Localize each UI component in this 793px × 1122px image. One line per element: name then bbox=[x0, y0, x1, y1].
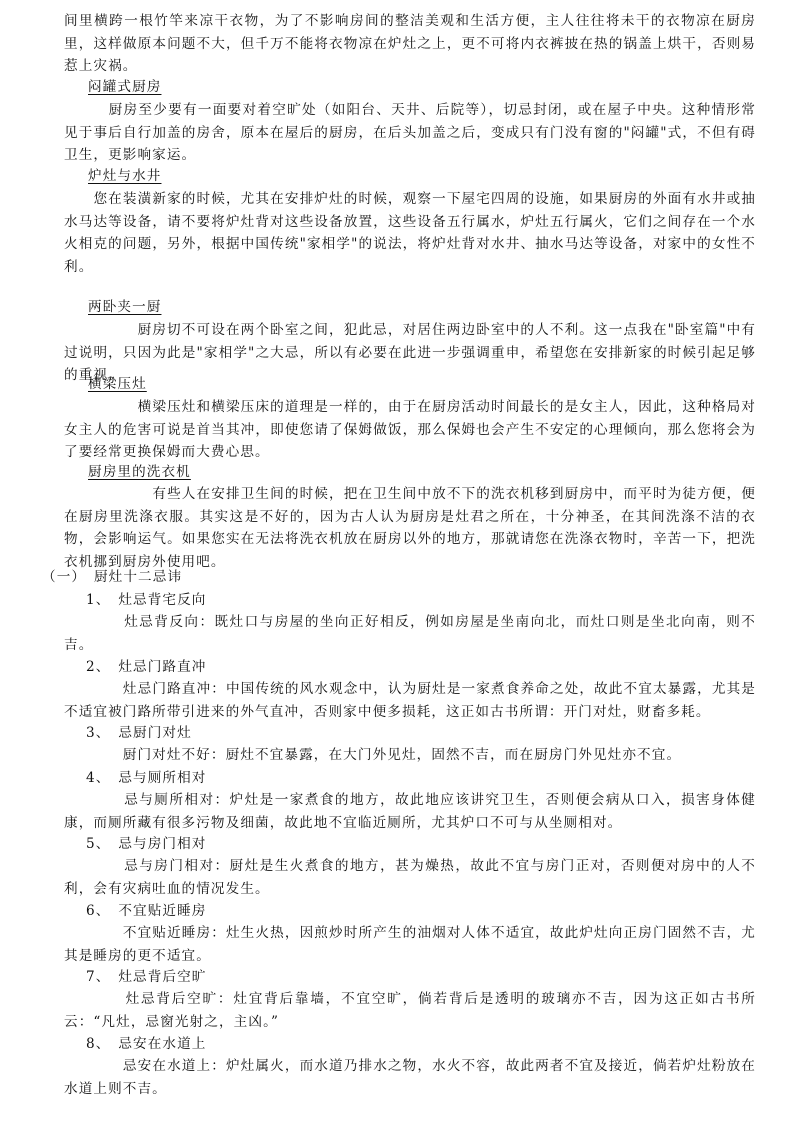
taboo-4-body: 忌与厕所相对：炉灶是一家煮食的地方，故此地应该讲究卫生，否则便会病从口入，损害身体健康，而厕所藏有很多污物及细菌，故此地不宜临近厕所，尤其炉口不可与从坐厕相对。 bbox=[64, 792, 756, 831]
taboo-8-title: 8、 忌安在水道上 bbox=[86, 1036, 207, 1052]
taboo-5-title: 5、 忌与房门相对 bbox=[86, 836, 207, 852]
taboo-6-title: 6、 不宜贴近睡房 bbox=[86, 903, 207, 919]
paragraph-beam-over-stove: 横梁压灶和横梁压床的道理是一样的，由于在厨房活动时间最长的是女主人，因此，这种格局对女主人的危害可说是首当其冲，即使您请了保姆做饭，那么保姆也会产生不安定的心理倾向，那么您将会为了要经常更换保姆而大费心思。 bbox=[64, 399, 756, 460]
section-heading-twelve-taboos: （一） 厨灶十二忌讳 bbox=[42, 569, 183, 585]
taboo-7-body: 灶忌背后空旷：灶宜背后靠墙，不宜空旷，倘若背后是透明的玻璃亦不吉，因为这正如古书所云：“凡灶，忌窗光射之，主凶。” bbox=[64, 991, 756, 1030]
paragraph-intro: 间里横跨一根竹竿来凉干衣物，为了不影响房间的整洁美观和生活方便，主人往往将未干的衣物凉在厨房里，这样做原本问题不大，但千万不能将衣物凉在炉灶之上，更不可将内衣裤披在热的锅盖上烘干，否则易惹上灾祸。 bbox=[64, 13, 756, 74]
heading-kitchen-between-bedrooms: 两卧夹一厨 bbox=[88, 299, 162, 315]
taboo-6-body: 不宜贴近睡房：灶生火热，因煎炒时所产生的油烟对人体不适宜，故此炉灶向正房门固然不吉，尤其是睡房的更不适宜。 bbox=[64, 925, 756, 964]
heading-stove-and-well: 炉灶与水井 bbox=[88, 168, 162, 184]
paragraph-closed-kitchen: 厨房至少要有一面要对着空旷处（如阳台、天井、后院等），切忌封闭，或在屋子中央。这种情形常见于事后自行加盖的房舍，原本在屋后的厨房，在后头加盖之后，变成只有门没有窗的"闷罐"式，不但有碍卫生，更影响家运。 bbox=[64, 102, 756, 163]
taboo-1-title: 1、 灶忌背宅反向 bbox=[86, 592, 207, 608]
taboo-4-title: 4、 忌与厕所相对 bbox=[86, 770, 207, 786]
taboo-2-body: 灶忌门路直冲：中国传统的风水观念中，认为厨灶是一家煮食养命之处，故此不宜太暴露，尤其是不适宜被门路所带引进来的外气直冲，否则家中便多损耗，这正如古书所谓：开门对灶，财畜多耗。 bbox=[64, 681, 756, 720]
heading-closed-kitchen: 闷罐式厨房 bbox=[88, 79, 162, 95]
paragraph-washing-machine: 有些人在安排卫生间的时候，把在卫生间中放不下的洗衣机移到厨房中，而平时为徒方便，便在厨房里洗涤衣服。其实这是不好的，因为古人认为厨房是灶君之所在，十分神圣，在其间洗涤不洁的衣物，会影响运气。如果您实在无法将洗衣机放在厨房以外的地方，那就请您在洗涤衣物时，辛苦一下，把洗衣机挪到厨房外使用吧。 bbox=[64, 486, 756, 570]
taboo-3-title: 3、 忌厨门对灶 bbox=[86, 725, 192, 741]
taboo-5-body: 忌与房门相对：厨灶是生火煮食的地方，甚为燥热，故此不宜与房门正对，否则便对房中的人不利，会有灾病吐血的情况发生。 bbox=[64, 858, 756, 897]
taboo-2-title: 2、 灶忌门路直冲 bbox=[86, 659, 207, 675]
heading-beam-over-stove: 横梁压灶 bbox=[88, 376, 147, 392]
taboo-1-body: 灶忌背反向：既灶口与房屋的坐向正好相反，例如房屋是坐南向北，而灶口则是坐北向南，则不吉。 bbox=[64, 614, 756, 653]
taboo-8-body: 忌安在水道上：炉灶属火，而水道乃排水之物，水火不容，故此两者不宜及接近，倘若炉灶粉放在水道上则不吉。 bbox=[64, 1058, 756, 1097]
taboo-3-body: 厨门对灶不好：厨灶不宜暴露，在大门外见灶，固然不吉，而在厨房门外见灶亦不宜。 bbox=[64, 747, 682, 763]
heading-washing-machine: 厨房里的洗衣机 bbox=[88, 464, 191, 480]
taboo-7-title: 7、 灶忌背后空旷 bbox=[86, 969, 207, 985]
paragraph-stove-and-well: 您在装潢新家的时候，尤其在安排炉灶的时候，观察一下屋宅四周的设施，如果厨房的外面有水井或抽水马达等设备，请不要将炉灶背对这些设备放置，这些设备五行属水，炉灶五行属火，它们之间存在一个水火相克的问题，另外，根据中国传统"家相学"的说法，将炉灶背对水井、抽水马达等设备，对家中的女性不利。 bbox=[64, 191, 756, 275]
paragraph-kitchen-between-bedrooms: 厨房切不可设在两个卧室之间，犯此忌，对居住两边卧室中的人不利。这一点我在"卧室篇"中有过说明，只因为此是"家相学"之大忌，所以有必要在此进一步强调重申，希望您在安排新家的时候引起足够的重视。 bbox=[64, 322, 756, 383]
